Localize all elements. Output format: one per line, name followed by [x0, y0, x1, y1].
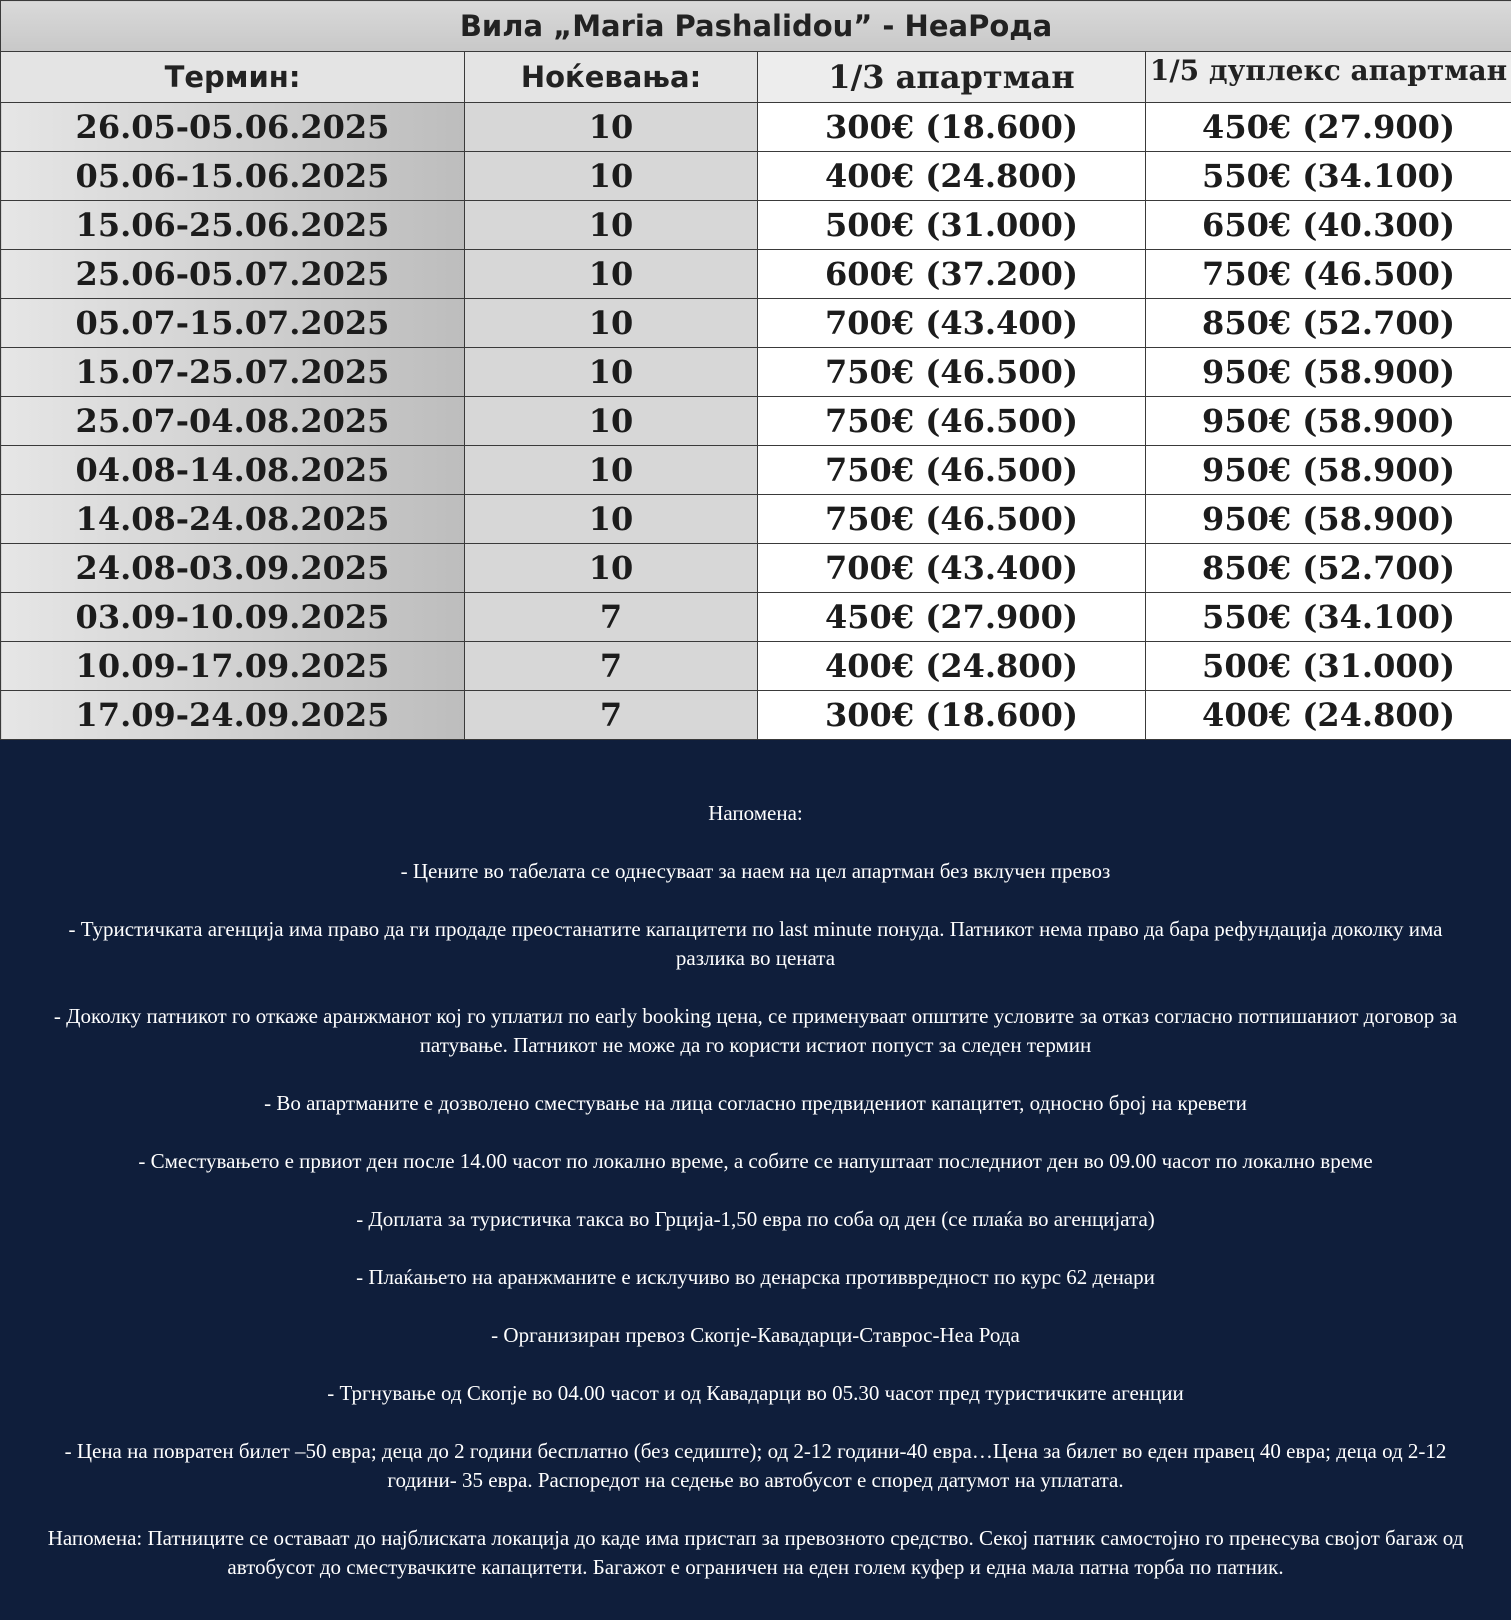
cell-nights: 7: [465, 642, 758, 691]
cell-duplex-price: 850€ (52.700): [1146, 299, 1511, 348]
note-item: Напомена: Патниците се оставаат до најблиската локација до каде има пристап за превозното средство. Секој патник самостојно го пренесува својот багаж од автобусот до сместувачките капацитети. Багажот е ограничен на еден голем куфер и една мала патна торба по патник.: [47, 1526, 1464, 1579]
cell-apartment-price: 500€ (31.000): [758, 201, 1146, 250]
header-apartment: 1/3 апартман: [758, 52, 1146, 103]
notes-list: [40, 857, 1471, 1582]
cell-duplex-price: 950€ (58.900): [1146, 446, 1511, 495]
cell-apartment-price: 400€ (24.800): [758, 152, 1146, 201]
cell-duplex-price: 950€ (58.900): [1146, 495, 1511, 544]
notes-section: [0, 775, 1511, 1582]
cell-term: 15.06-25.06.2025: [1, 201, 465, 250]
cell-apartment-price: 700€ (43.400): [758, 544, 1146, 593]
note-item: - Организиран превоз Скопје-Кавадарци-Ставрос-Неа Рода: [491, 1323, 1020, 1347]
cell-apartment-price: 700€ (43.400): [758, 299, 1146, 348]
table-header-row: [1, 52, 1511, 103]
header-duplex: 1/5 дуплекс апартман: [1146, 52, 1511, 103]
cell-term: 03.09-10.09.2025: [1, 593, 465, 642]
table-row: [1, 103, 1511, 152]
cell-nights: 10: [465, 495, 758, 544]
cell-apartment-price: 750€ (46.500): [758, 348, 1146, 397]
cell-apartment-price: 750€ (46.500): [758, 446, 1146, 495]
notes-heading: Напомена:: [708, 801, 803, 825]
note-item: - Цените во табелата се однесуваат за наем на цел апартман без вклучен превоз: [400, 859, 1111, 883]
cell-duplex-price: 400€ (24.800): [1146, 691, 1511, 740]
table-row: [1, 495, 1511, 544]
cell-duplex-price: 750€ (46.500): [1146, 250, 1511, 299]
cell-apartment-price: 600€ (37.200): [758, 250, 1146, 299]
table-body: [1, 103, 1511, 740]
cell-duplex-price: 950€ (58.900): [1146, 397, 1511, 446]
cell-duplex-price: 500€ (31.000): [1146, 642, 1511, 691]
cell-term: 10.09-17.09.2025: [1, 642, 465, 691]
cell-duplex-price: 550€ (34.100): [1146, 152, 1511, 201]
cell-term: 04.08-14.08.2025: [1, 446, 465, 495]
cell-term: 14.08-24.08.2025: [1, 495, 465, 544]
cell-nights: 10: [465, 250, 758, 299]
header-term: Термин:: [1, 52, 465, 103]
header-nights: Ноќевања:: [465, 52, 758, 103]
table-row: [1, 250, 1511, 299]
cell-term: 25.06-05.07.2025: [1, 250, 465, 299]
table-row: [1, 593, 1511, 642]
cell-apartment-price: 300€ (18.600): [758, 691, 1146, 740]
cell-nights: 10: [465, 348, 758, 397]
table-row: [1, 152, 1511, 201]
cell-duplex-price: 850€ (52.700): [1146, 544, 1511, 593]
note-item: - Цена на повратен билет –50 евра; деца до 2 години бесплатно (без седиште); од 2-12 години-40 евра…Цена за билет во еден правец 40 евра; деца од 2-12 години- 35 евра. Распоредот на седење во автобусот е според датумот на уплатата.: [64, 1439, 1447, 1492]
cell-nights: 7: [465, 691, 758, 740]
cell-nights: 10: [465, 201, 758, 250]
table-row: [1, 397, 1511, 446]
cell-term: 26.05-05.06.2025: [1, 103, 465, 152]
cell-apartment-price: 750€ (46.500): [758, 495, 1146, 544]
cell-apartment-price: 300€ (18.600): [758, 103, 1146, 152]
cell-apartment-price: 400€ (24.800): [758, 642, 1146, 691]
cell-duplex-price: 450€ (27.900): [1146, 103, 1511, 152]
table-title-row: [1, 1, 1511, 52]
cell-nights: 10: [465, 446, 758, 495]
table-row: [1, 691, 1511, 740]
note-item: - Во апартманите е дозволено сместување на лица согласно предвидениот капацитет, односно број на кревети: [264, 1091, 1247, 1115]
cell-term: 15.07-25.07.2025: [1, 348, 465, 397]
note-item: - Доплата за туристичка такса во Грција-1,50 евра по соба од ден (се плаќа во агенцијата): [356, 1207, 1155, 1231]
note-item: - Плаќањето на аранжманите е исклучиво во денарска противвредност по курс 62 денари: [356, 1265, 1155, 1289]
table-row: [1, 544, 1511, 593]
cell-term: 05.07-15.07.2025: [1, 299, 465, 348]
cell-duplex-price: 950€ (58.900): [1146, 348, 1511, 397]
table-row: [1, 299, 1511, 348]
cell-term: 05.06-15.06.2025: [1, 152, 465, 201]
cell-nights: 10: [465, 397, 758, 446]
table-row: [1, 642, 1511, 691]
cell-nights: 10: [465, 299, 758, 348]
table-row: [1, 201, 1511, 250]
note-item: - Сместувањето е првиот ден после 14.00 часот по локално време, а собите се напуштаат последниот ден во 09.00 часот по локално време: [138, 1149, 1373, 1173]
cell-apartment-price: 450€ (27.900): [758, 593, 1146, 642]
cell-duplex-price: 550€ (34.100): [1146, 593, 1511, 642]
price-table: [0, 0, 1511, 740]
cell-nights: 10: [465, 544, 758, 593]
table-title: Вила „Maria Pashalidou” - НеаРода: [1, 1, 1511, 52]
cell-nights: 10: [465, 152, 758, 201]
note-item: - Туристичката агенција има право да ги продаде преостанатите капацитети по last minute понуда. Патникот нема право да бара рефундација доколку има разлика во цената: [68, 917, 1443, 970]
table-row: [1, 348, 1511, 397]
cell-term: 25.07-04.08.2025: [1, 397, 465, 446]
note-item: - Доколку патникот го откаже аранжманот кој го уплатил по early booking цена, се применуваат општите условите за отказ согласно потпишаниот договор за патување. Патникот не може да го користи истиот попуст за следен термин: [53, 1004, 1458, 1057]
table-row: [1, 446, 1511, 495]
note-item: - Тргнување од Скопје во 04.00 часот и од Кавадарци во 05.30 часот пред туристичките агенции: [327, 1381, 1184, 1405]
cell-nights: 7: [465, 593, 758, 642]
cell-apartment-price: 750€ (46.500): [758, 397, 1146, 446]
cell-nights: 10: [465, 103, 758, 152]
cell-term: 17.09-24.09.2025: [1, 691, 465, 740]
cell-duplex-price: 650€ (40.300): [1146, 201, 1511, 250]
cell-term: 24.08-03.09.2025: [1, 544, 465, 593]
